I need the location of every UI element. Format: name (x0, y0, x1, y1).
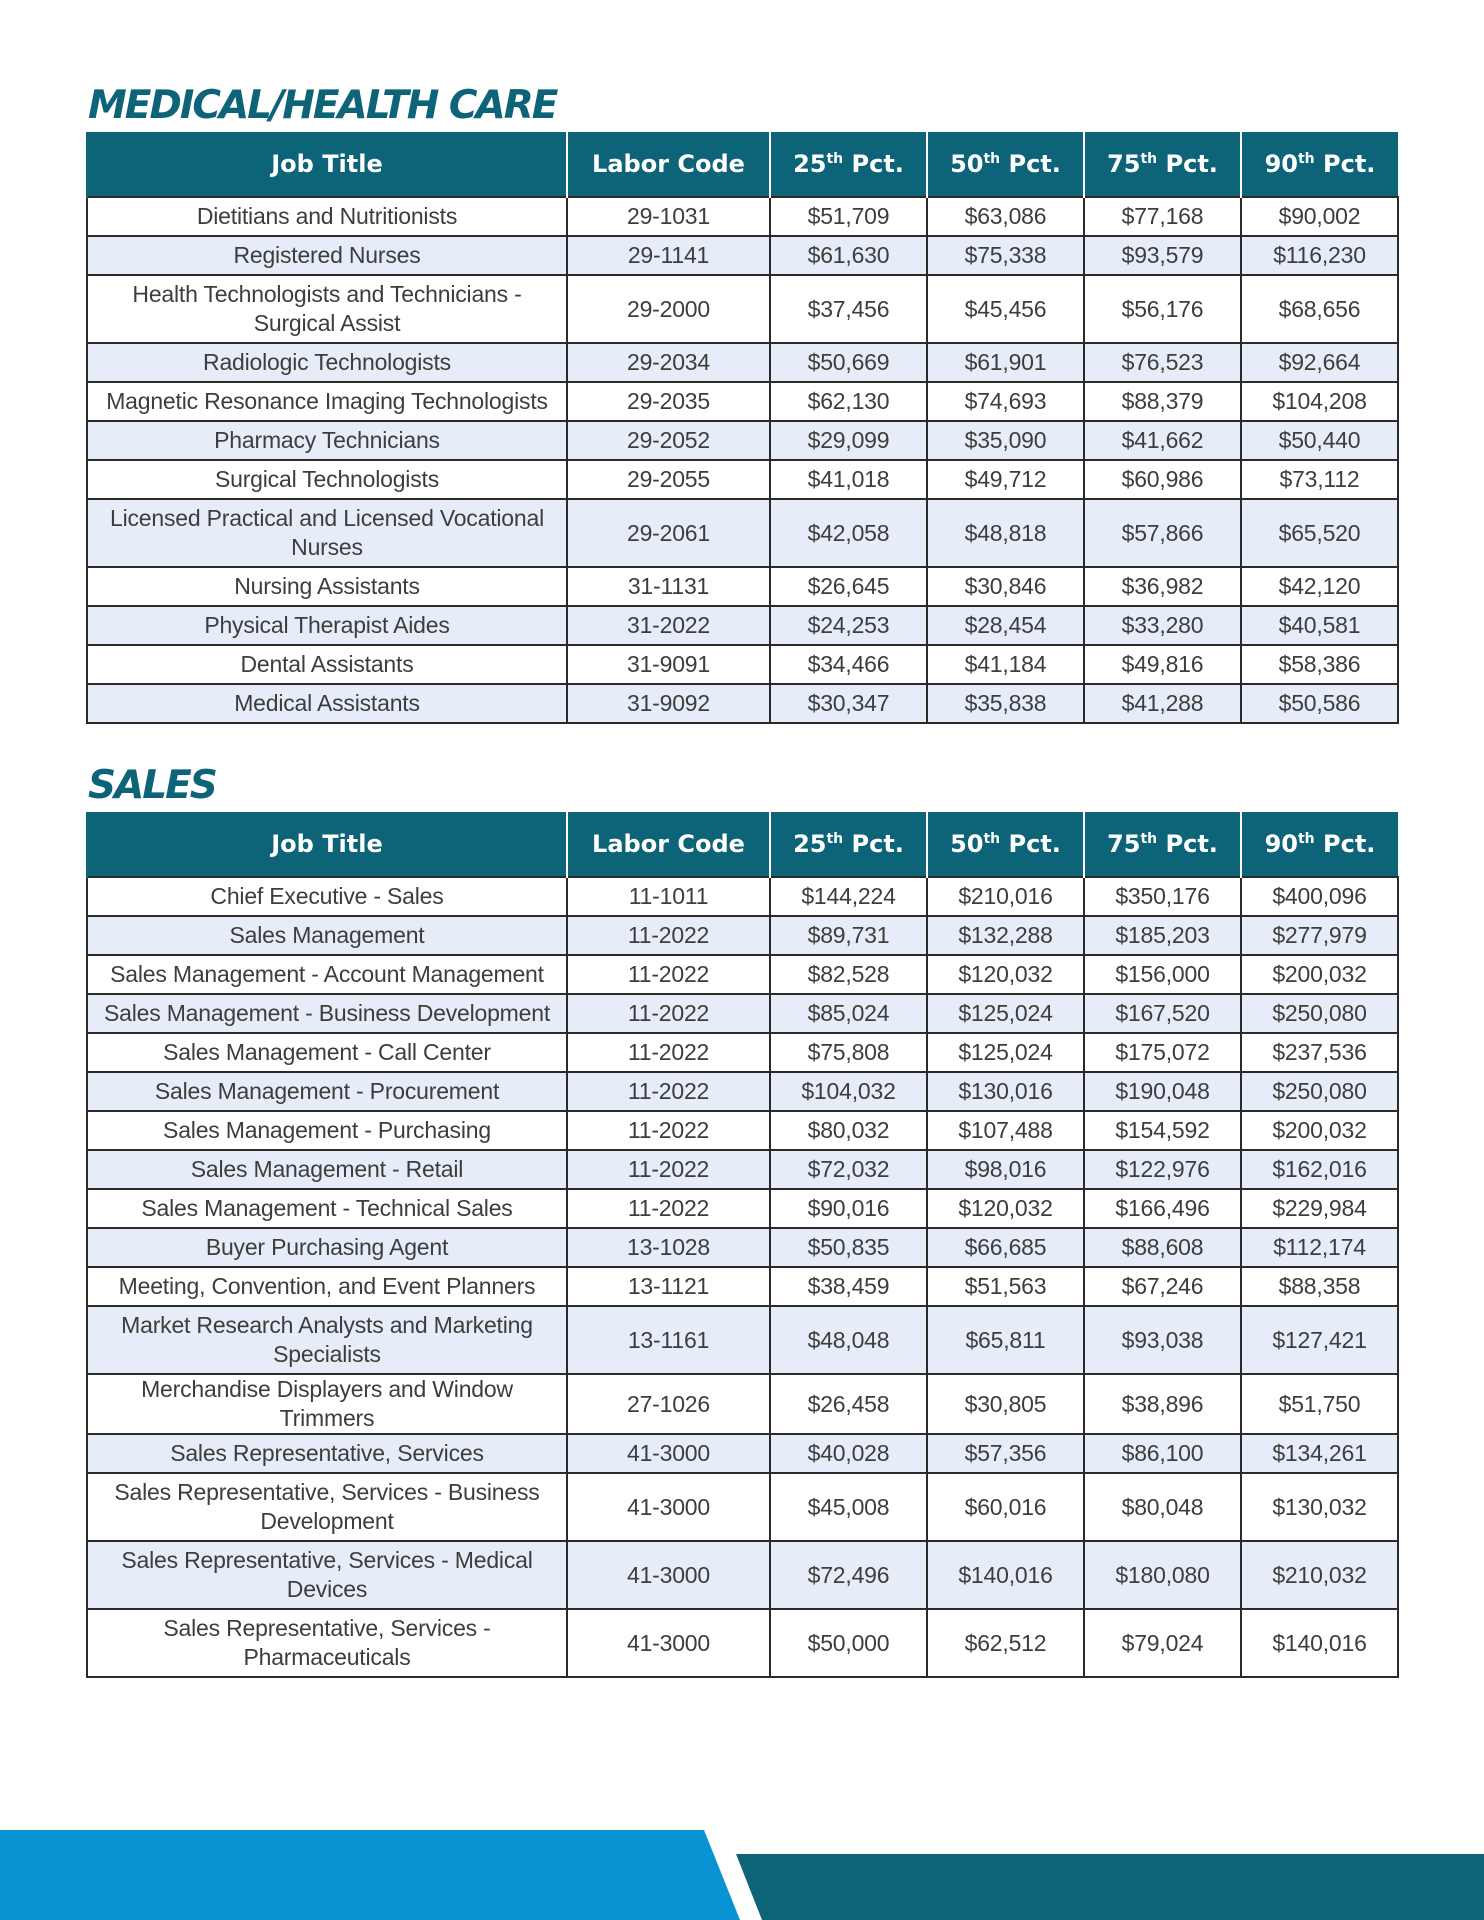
table-row (87, 343, 1398, 382)
labor-code-cell: 13-1121 (567, 1267, 770, 1306)
pct90-cell: $116,230 (1241, 236, 1398, 275)
pct75-cell: $41,288 (1084, 684, 1241, 723)
pct90-cell: $112,174 (1241, 1228, 1398, 1267)
pct90-cell: $42,120 (1241, 567, 1398, 606)
job-title-cell: Sales Management - Purchasing (87, 1111, 567, 1150)
pct50-cell: $30,846 (927, 567, 1084, 606)
pct50-cell: $74,693 (927, 382, 1084, 421)
pct50-cell: $28,454 (927, 606, 1084, 645)
header-25th-pct: 25th Pct. (770, 812, 927, 877)
table-row (87, 1267, 1398, 1306)
pct25-cell: $80,032 (770, 1111, 927, 1150)
pct90-cell: $130,032 (1241, 1473, 1398, 1541)
labor-code-cell: 29-2035 (567, 382, 770, 421)
job-title-cell: Pharmacy Technicians (87, 421, 567, 460)
pct50-cell: $98,016 (927, 1150, 1084, 1189)
pct50-cell: $61,901 (927, 343, 1084, 382)
job-title-cell: Magnetic Resonance Imaging Technologists (87, 382, 567, 421)
pct25-cell: $26,458 (770, 1374, 927, 1434)
job-title-cell: Dental Assistants (87, 645, 567, 684)
table-row (87, 382, 1398, 421)
pct50-cell: $66,685 (927, 1228, 1084, 1267)
labor-code-cell: 11-2022 (567, 916, 770, 955)
pct90-cell: $92,664 (1241, 343, 1398, 382)
table-row (87, 1033, 1398, 1072)
header-labor-code: Labor Code (567, 132, 770, 197)
pct90-cell: $68,656 (1241, 275, 1398, 343)
section-title-sales: SALES (88, 763, 216, 808)
header-90th-pct: 90th Pct. (1241, 812, 1398, 877)
pct75-cell: $80,048 (1084, 1473, 1241, 1541)
table-row (87, 197, 1398, 236)
pct75-cell: $79,024 (1084, 1609, 1241, 1677)
job-title-cell: Sales Management - Business Development (87, 994, 567, 1033)
pct75-cell: $49,816 (1084, 645, 1241, 684)
labor-code-cell: 11-2022 (567, 1111, 770, 1150)
pct75-cell: $350,176 (1084, 877, 1241, 916)
pct25-cell: $26,645 (770, 567, 927, 606)
pct75-cell: $88,379 (1084, 382, 1241, 421)
table-row (87, 1189, 1398, 1228)
pct50-cell: $65,811 (927, 1306, 1084, 1374)
pct75-cell: $88,608 (1084, 1228, 1241, 1267)
pct75-cell: $180,080 (1084, 1541, 1241, 1609)
job-title-cell: Market Research Analysts and Marketing Specialists (87, 1306, 567, 1374)
header-labor-code: Labor Code (567, 812, 770, 877)
pct90-cell: $50,440 (1241, 421, 1398, 460)
pct90-cell: $400,096 (1241, 877, 1398, 916)
table-row (87, 499, 1398, 567)
pct25-cell: $42,058 (770, 499, 927, 567)
pct50-cell: $45,456 (927, 275, 1084, 343)
labor-code-cell: 11-2022 (567, 1189, 770, 1228)
pct25-cell: $38,459 (770, 1267, 927, 1306)
pct75-cell: $185,203 (1084, 916, 1241, 955)
job-title-cell: Sales Management (87, 916, 567, 955)
pct25-cell: $50,669 (770, 343, 927, 382)
labor-code-cell: 29-2052 (567, 421, 770, 460)
labor-code-cell: 29-2055 (567, 460, 770, 499)
sales-wage-table (86, 812, 1399, 1678)
pct25-cell: $34,466 (770, 645, 927, 684)
section-title-medical: MEDICAL/HEALTH CARE (88, 83, 557, 128)
pct75-cell: $56,176 (1084, 275, 1241, 343)
pct25-cell: $24,253 (770, 606, 927, 645)
pct50-cell: $132,288 (927, 916, 1084, 955)
pct90-cell: $65,520 (1241, 499, 1398, 567)
table-row (87, 1072, 1398, 1111)
pct50-cell: $107,488 (927, 1111, 1084, 1150)
table-row (87, 606, 1398, 645)
table-row (87, 460, 1398, 499)
pct25-cell: $90,016 (770, 1189, 927, 1228)
pct50-cell: $49,712 (927, 460, 1084, 499)
pct90-cell: $210,032 (1241, 1541, 1398, 1609)
pct25-cell: $41,018 (770, 460, 927, 499)
pct25-cell: $62,130 (770, 382, 927, 421)
labor-code-cell: 41-3000 (567, 1434, 770, 1473)
pct50-cell: $130,016 (927, 1072, 1084, 1111)
footer-band-light (0, 1830, 740, 1920)
job-title-cell: Nursing Assistants (87, 567, 567, 606)
pct25-cell: $37,456 (770, 275, 927, 343)
pct75-cell: $93,038 (1084, 1306, 1241, 1374)
job-title-cell: Physical Therapist Aides (87, 606, 567, 645)
pct75-cell: $76,523 (1084, 343, 1241, 382)
pct75-cell: $190,048 (1084, 1072, 1241, 1111)
job-title-cell: Sales Representative, Services - Medical Devices (87, 1541, 567, 1609)
labor-code-cell: 29-2000 (567, 275, 770, 343)
table-row (87, 275, 1398, 343)
pct50-cell: $210,016 (927, 877, 1084, 916)
pct90-cell: $40,581 (1241, 606, 1398, 645)
pct90-cell: $58,386 (1241, 645, 1398, 684)
pct25-cell: $51,709 (770, 197, 927, 236)
job-title-cell: Merchandise Displayers and Window Trimmers (87, 1374, 567, 1434)
table-row (87, 1150, 1398, 1189)
job-title-cell: Sales Representative, Services - Business Development (87, 1473, 567, 1541)
pct25-cell: $48,048 (770, 1306, 927, 1374)
pct25-cell: $72,032 (770, 1150, 927, 1189)
job-title-cell: Sales Representative, Services - Pharmaceuticals (87, 1609, 567, 1677)
pct25-cell: $40,028 (770, 1434, 927, 1473)
pct75-cell: $175,072 (1084, 1033, 1241, 1072)
pct90-cell: $200,032 (1241, 1111, 1398, 1150)
table-row (87, 1541, 1398, 1609)
job-title-cell: Sales Representative, Services (87, 1434, 567, 1473)
header-job-title: Job Title (87, 132, 567, 197)
pct50-cell: $63,086 (927, 197, 1084, 236)
job-title-cell: Registered Nurses (87, 236, 567, 275)
pct50-cell: $41,184 (927, 645, 1084, 684)
table-row (87, 1228, 1398, 1267)
pct90-cell: $250,080 (1241, 1072, 1398, 1111)
pct25-cell: $61,630 (770, 236, 927, 275)
pct25-cell: $50,000 (770, 1609, 927, 1677)
pct90-cell: $51,750 (1241, 1374, 1398, 1434)
labor-code-cell: 27-1026 (567, 1374, 770, 1434)
labor-code-cell: 31-9092 (567, 684, 770, 723)
pct90-cell: $127,421 (1241, 1306, 1398, 1374)
job-title-cell: Sales Management - Call Center (87, 1033, 567, 1072)
job-title-cell: Chief Executive - Sales (87, 877, 567, 916)
table-row (87, 877, 1398, 916)
labor-code-cell: 13-1161 (567, 1306, 770, 1374)
pct25-cell: $45,008 (770, 1473, 927, 1541)
header-90th-pct: 90th Pct. (1241, 132, 1398, 197)
pct75-cell: $67,246 (1084, 1267, 1241, 1306)
table-row (87, 955, 1398, 994)
pct50-cell: $140,016 (927, 1541, 1084, 1609)
pct75-cell: $93,579 (1084, 236, 1241, 275)
labor-code-cell: 29-1141 (567, 236, 770, 275)
pct90-cell: $90,002 (1241, 197, 1398, 236)
pct75-cell: $166,496 (1084, 1189, 1241, 1228)
pct50-cell: $51,563 (927, 1267, 1084, 1306)
labor-code-cell: 11-1011 (567, 877, 770, 916)
pct50-cell: $48,818 (927, 499, 1084, 567)
labor-code-cell: 11-2022 (567, 1033, 770, 1072)
pct90-cell: $229,984 (1241, 1189, 1398, 1228)
table-row (87, 1434, 1398, 1473)
pct25-cell: $50,835 (770, 1228, 927, 1267)
header-row (87, 812, 1398, 877)
table-row (87, 1609, 1398, 1677)
job-title-cell: Dietitians and Nutritionists (87, 197, 567, 236)
table-row (87, 1306, 1398, 1374)
medical-wage-table (86, 132, 1399, 724)
table-row (87, 1374, 1398, 1434)
pct50-cell: $120,032 (927, 1189, 1084, 1228)
job-title-cell: Sales Management - Procurement (87, 1072, 567, 1111)
job-title-cell: Sales Management - Retail (87, 1150, 567, 1189)
pct25-cell: $75,808 (770, 1033, 927, 1072)
pct75-cell: $57,866 (1084, 499, 1241, 567)
pct75-cell: $38,896 (1084, 1374, 1241, 1434)
pct75-cell: $60,986 (1084, 460, 1241, 499)
table-row (87, 1111, 1398, 1150)
pct90-cell: $162,016 (1241, 1150, 1398, 1189)
pct25-cell: $85,024 (770, 994, 927, 1033)
pct90-cell: $73,112 (1241, 460, 1398, 499)
pct90-cell: $50,586 (1241, 684, 1398, 723)
header-50th-pct: 50th Pct. (927, 812, 1084, 877)
pct75-cell: $33,280 (1084, 606, 1241, 645)
pct90-cell: $250,080 (1241, 994, 1398, 1033)
pct50-cell: $62,512 (927, 1609, 1084, 1677)
job-title-cell: Licensed Practical and Licensed Vocational Nurses (87, 499, 567, 567)
header-row (87, 132, 1398, 197)
pct90-cell: $104,208 (1241, 382, 1398, 421)
job-title-cell: Radiologic Technologists (87, 343, 567, 382)
job-title-cell: Sales Management - Account Management (87, 955, 567, 994)
pct90-cell: $88,358 (1241, 1267, 1398, 1306)
table-row (87, 645, 1398, 684)
pct90-cell: $200,032 (1241, 955, 1398, 994)
labor-code-cell: 11-2022 (567, 955, 770, 994)
pct25-cell: $144,224 (770, 877, 927, 916)
pct75-cell: $156,000 (1084, 955, 1241, 994)
pct50-cell: $125,024 (927, 1033, 1084, 1072)
labor-code-cell: 11-2022 (567, 994, 770, 1033)
pct90-cell: $277,979 (1241, 916, 1398, 955)
pct75-cell: $122,976 (1084, 1150, 1241, 1189)
pct75-cell: $77,168 (1084, 197, 1241, 236)
pct25-cell: $89,731 (770, 916, 927, 955)
table-row (87, 567, 1398, 606)
labor-code-cell: 29-2061 (567, 499, 770, 567)
labor-code-cell: 13-1028 (567, 1228, 770, 1267)
pct25-cell: $104,032 (770, 1072, 927, 1111)
header-25th-pct: 25th Pct. (770, 132, 927, 197)
job-title-cell: Surgical Technologists (87, 460, 567, 499)
job-title-cell: Sales Management - Technical Sales (87, 1189, 567, 1228)
pct50-cell: $30,805 (927, 1374, 1084, 1434)
pct50-cell: $35,090 (927, 421, 1084, 460)
table-row (87, 1473, 1398, 1541)
labor-code-cell: 41-3000 (567, 1473, 770, 1541)
pct90-cell: $134,261 (1241, 1434, 1398, 1473)
header-75th-pct: 75th Pct. (1084, 812, 1241, 877)
table-row (87, 994, 1398, 1033)
pct75-cell: $36,982 (1084, 567, 1241, 606)
pct75-cell: $154,592 (1084, 1111, 1241, 1150)
pct75-cell: $86,100 (1084, 1434, 1241, 1473)
pct25-cell: $30,347 (770, 684, 927, 723)
pct25-cell: $72,496 (770, 1541, 927, 1609)
header-job-title: Job Title (87, 812, 567, 877)
pct25-cell: $29,099 (770, 421, 927, 460)
pct90-cell: $140,016 (1241, 1609, 1398, 1677)
job-title-cell: Buyer Purchasing Agent (87, 1228, 567, 1267)
job-title-cell: Health Technologists and Technicians - Surgical Assist (87, 275, 567, 343)
job-title-cell: Medical Assistants (87, 684, 567, 723)
labor-code-cell: 31-2022 (567, 606, 770, 645)
job-title-cell: Meeting, Convention, and Event Planners (87, 1267, 567, 1306)
pct75-cell: $41,662 (1084, 421, 1241, 460)
table-row (87, 236, 1398, 275)
labor-code-cell: 41-3000 (567, 1541, 770, 1609)
pct50-cell: $57,356 (927, 1434, 1084, 1473)
table-row (87, 421, 1398, 460)
labor-code-cell: 31-9091 (567, 645, 770, 684)
labor-code-cell: 11-2022 (567, 1150, 770, 1189)
header-50th-pct: 50th Pct. (927, 132, 1084, 197)
labor-code-cell: 29-1031 (567, 197, 770, 236)
pct50-cell: $60,016 (927, 1473, 1084, 1541)
footer-band-dark (736, 1854, 1484, 1920)
pct50-cell: $35,838 (927, 684, 1084, 723)
table-row (87, 684, 1398, 723)
pct25-cell: $82,528 (770, 955, 927, 994)
pct50-cell: $75,338 (927, 236, 1084, 275)
header-75th-pct: 75th Pct. (1084, 132, 1241, 197)
labor-code-cell: 41-3000 (567, 1609, 770, 1677)
labor-code-cell: 11-2022 (567, 1072, 770, 1111)
pct90-cell: $237,536 (1241, 1033, 1398, 1072)
pct75-cell: $167,520 (1084, 994, 1241, 1033)
labor-code-cell: 31-1131 (567, 567, 770, 606)
pct50-cell: $120,032 (927, 955, 1084, 994)
table-row (87, 916, 1398, 955)
labor-code-cell: 29-2034 (567, 343, 770, 382)
pct50-cell: $125,024 (927, 994, 1084, 1033)
